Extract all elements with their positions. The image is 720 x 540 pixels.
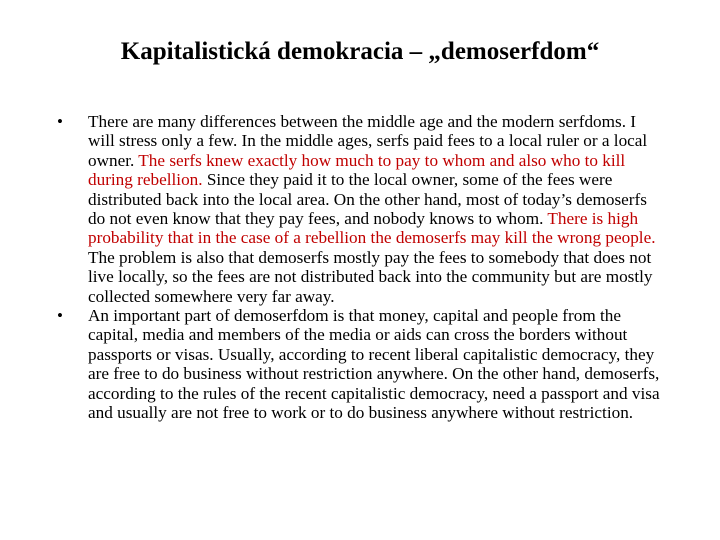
- bullet-list: [56, 112, 662, 423]
- bullet-text: [88, 112, 656, 306]
- text-segment: There are many differences between the middle age and the modern serfdoms. I will stress only a few. In the middle ages, serfs paid fees to a local ruler or a local owner.: [88, 112, 648, 170]
- bullet-item: [56, 306, 662, 422]
- bullet-icon: •: [57, 306, 63, 326]
- bullet-icon: •: [57, 112, 63, 131]
- highlighted-text-segment: There is high probability that in the case of a rebellion the demoserfs may kill the wrong people.: [88, 209, 656, 248]
- text-segment: An important part of demoserfdom is that money, capital and people from the capital, media and members of the media or aids can cross the borders without passports or visas. Usually, according to recent liberal capitalistic democracy, they are free to do business without restriction anywhere. On the other hand, demoserfs, according to the rules of the recent capitalistic democracy, need a passport and visa and usually are not free to work or to do business anywhere without restriction.: [88, 306, 660, 423]
- slide-title: Kapitalistická demokracia – „demoserfdom“: [120, 38, 600, 65]
- text-segment: The problem is also that demoserfs mostly pay the fees to somebody that does not live locally, so the fees are not distributed back into the community but are mostly collected somewhere very far away.: [88, 247, 653, 306]
- bullet-item: [56, 112, 662, 306]
- text-segment: Since they paid it to the local owner, some of the fees were distributed back into the local area. On the other hand, most of today’s demoserfs do not even know that they pay fees, and nobody knows to whom.: [88, 170, 647, 229]
- highlighted-text-segment: The serfs knew exactly how much to pay to whom and also who to kill during rebellion.: [88, 150, 626, 190]
- bullet-text: [88, 306, 660, 422]
